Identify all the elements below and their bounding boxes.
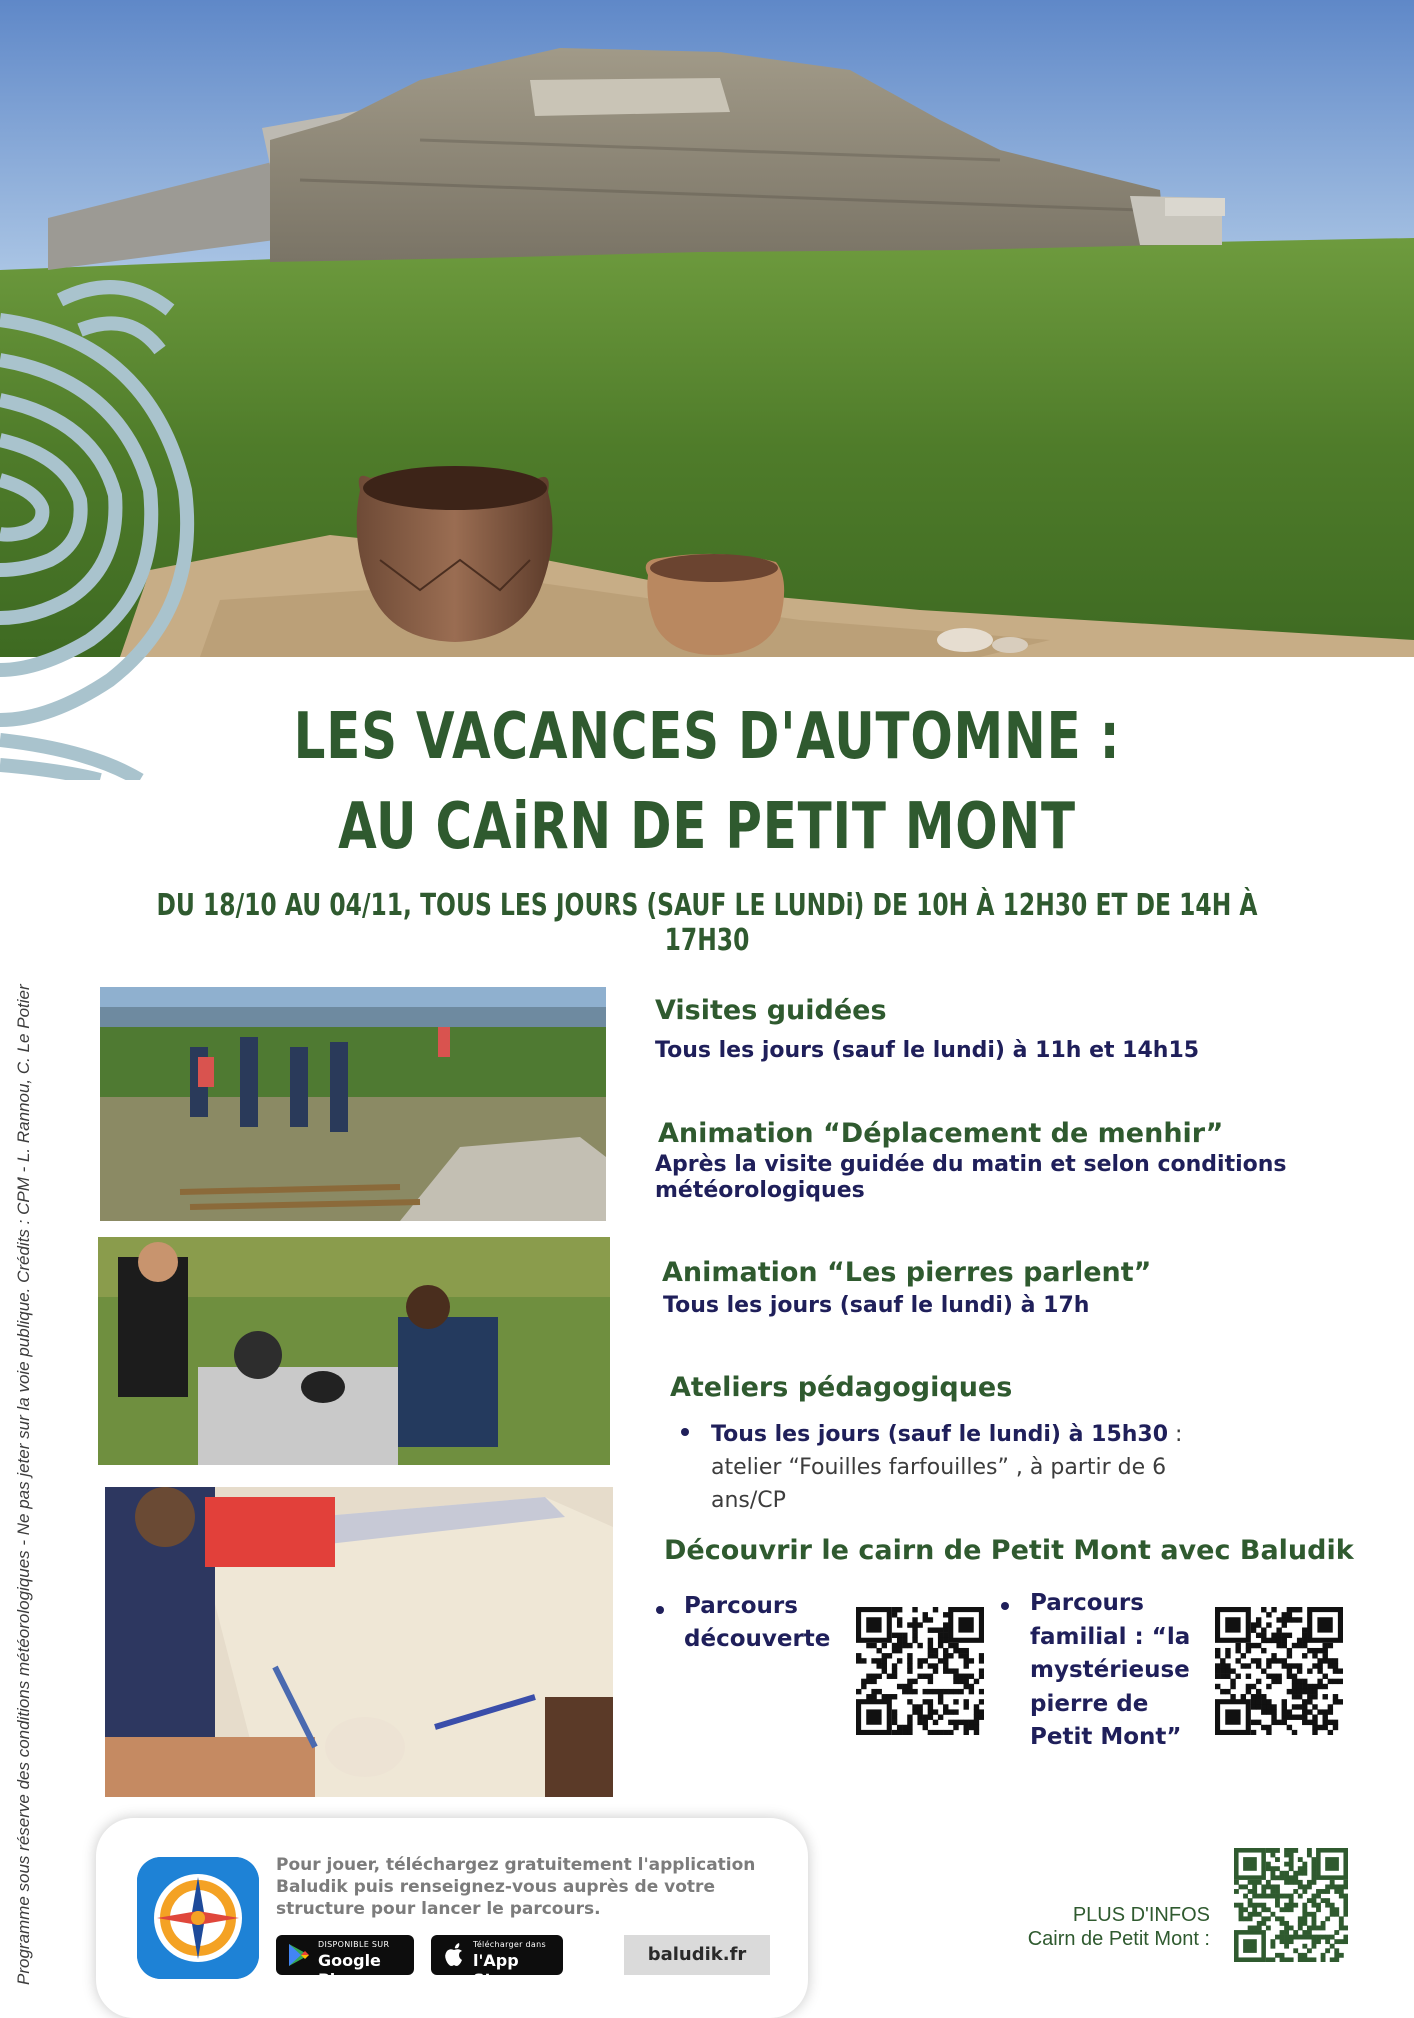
- baludik-site-link[interactable]: baludik.fr: [624, 1935, 770, 1975]
- app-store-badge[interactable]: [431, 1935, 563, 1989]
- section-visites-heading: Visites guidées: [655, 995, 887, 1026]
- credits-text: Programme sous réserve des conditions météorologiques - Ne pas jeter sur la voie publique. Crédits : CPM - L. Rannou, C. Le Potier: [14, 984, 33, 1985]
- more-info: [1010, 1903, 1210, 1951]
- bullet-icon: [681, 1428, 689, 1436]
- parcours-decouverte-label: Parcours découverte: [684, 1593, 831, 1652]
- section-pierres-text: Tous les jours (sauf le lundi) à 17h: [663, 1293, 1090, 1318]
- more-info-title: PLUS D'INFOS: [1072, 1904, 1210, 1926]
- hero-photo: [0, 0, 1414, 657]
- photo-menhir-pulling: [100, 987, 606, 1221]
- app-store-small: Télécharger dans: [473, 1940, 546, 1949]
- section-visites-text: Tous les jours (sauf le lundi) à 11h et 14h15: [655, 1038, 1200, 1063]
- parcours-familial-label: Parcours familial : “la mystérieuse pierre de Petit Mont”: [1030, 1590, 1191, 1750]
- section-menhir-heading: Animation “Déplacement de menhir”: [658, 1118, 1224, 1149]
- google-play-small: DISPONIBLE SUR: [318, 1940, 390, 1949]
- photo-excavation-workshop: [105, 1487, 613, 1797]
- apple-icon: [441, 1942, 467, 1968]
- bullet-icon: [1001, 1602, 1009, 1610]
- section-pierres-heading: Animation “Les pierres parlent”: [662, 1257, 1152, 1288]
- section-menhir-text: Après la visite guidée du matin et selon conditions météorologiques: [655, 1152, 1287, 1203]
- baludik-instructions: Pour jouer, téléchargez gratuitement l'application Baludik puis renseignez-vous auprès de votre structure pour lancer le parcours.: [276, 1855, 756, 1919]
- section-ateliers-item: [711, 1418, 1231, 1517]
- section-ateliers-heading: Ateliers pédagogiques: [670, 1372, 1013, 1403]
- section-baludik-heading: Découvrir le cairn de Petit Mont avec Baludik: [664, 1535, 1354, 1566]
- google-play-label: Google Play: [318, 1951, 381, 1989]
- bullet-icon: [656, 1606, 664, 1614]
- page-title-line2: AU CAiRN DE PETIT MONT: [338, 790, 1076, 864]
- google-play-icon: [286, 1942, 312, 1968]
- photo-stones-speak: [98, 1237, 610, 1465]
- qr-code-more-info[interactable]: [1234, 1848, 1348, 1962]
- google-play-badge[interactable]: [276, 1935, 414, 1989]
- baludik-app-icon[interactable]: [137, 1857, 259, 1979]
- qr-code-parcours-familial[interactable]: [1215, 1607, 1343, 1735]
- qr-code-parcours-decouverte[interactable]: [856, 1607, 984, 1735]
- section-ateliers-rest: : atelier “Fouilles farfouilles” , à partir de 6 ans/CP: [711, 1422, 1183, 1513]
- app-store-label: l'App Store: [473, 1951, 522, 1989]
- page-subtitle-dates: DU 18/10 AU 04/11, TOUS LES JOURS (SAUF LE LUNDi) DE 10H À 12H30 ET DE 14H À 17H30: [156, 888, 1258, 958]
- section-ateliers-bold: Tous les jours (sauf le lundi) à 15h30: [711, 1422, 1169, 1447]
- page-title-line1: LES VACANCES D'AUTOMNE :: [293, 700, 1121, 774]
- more-info-subtitle: Cairn de Petit Mont :: [1027, 1928, 1210, 1950]
